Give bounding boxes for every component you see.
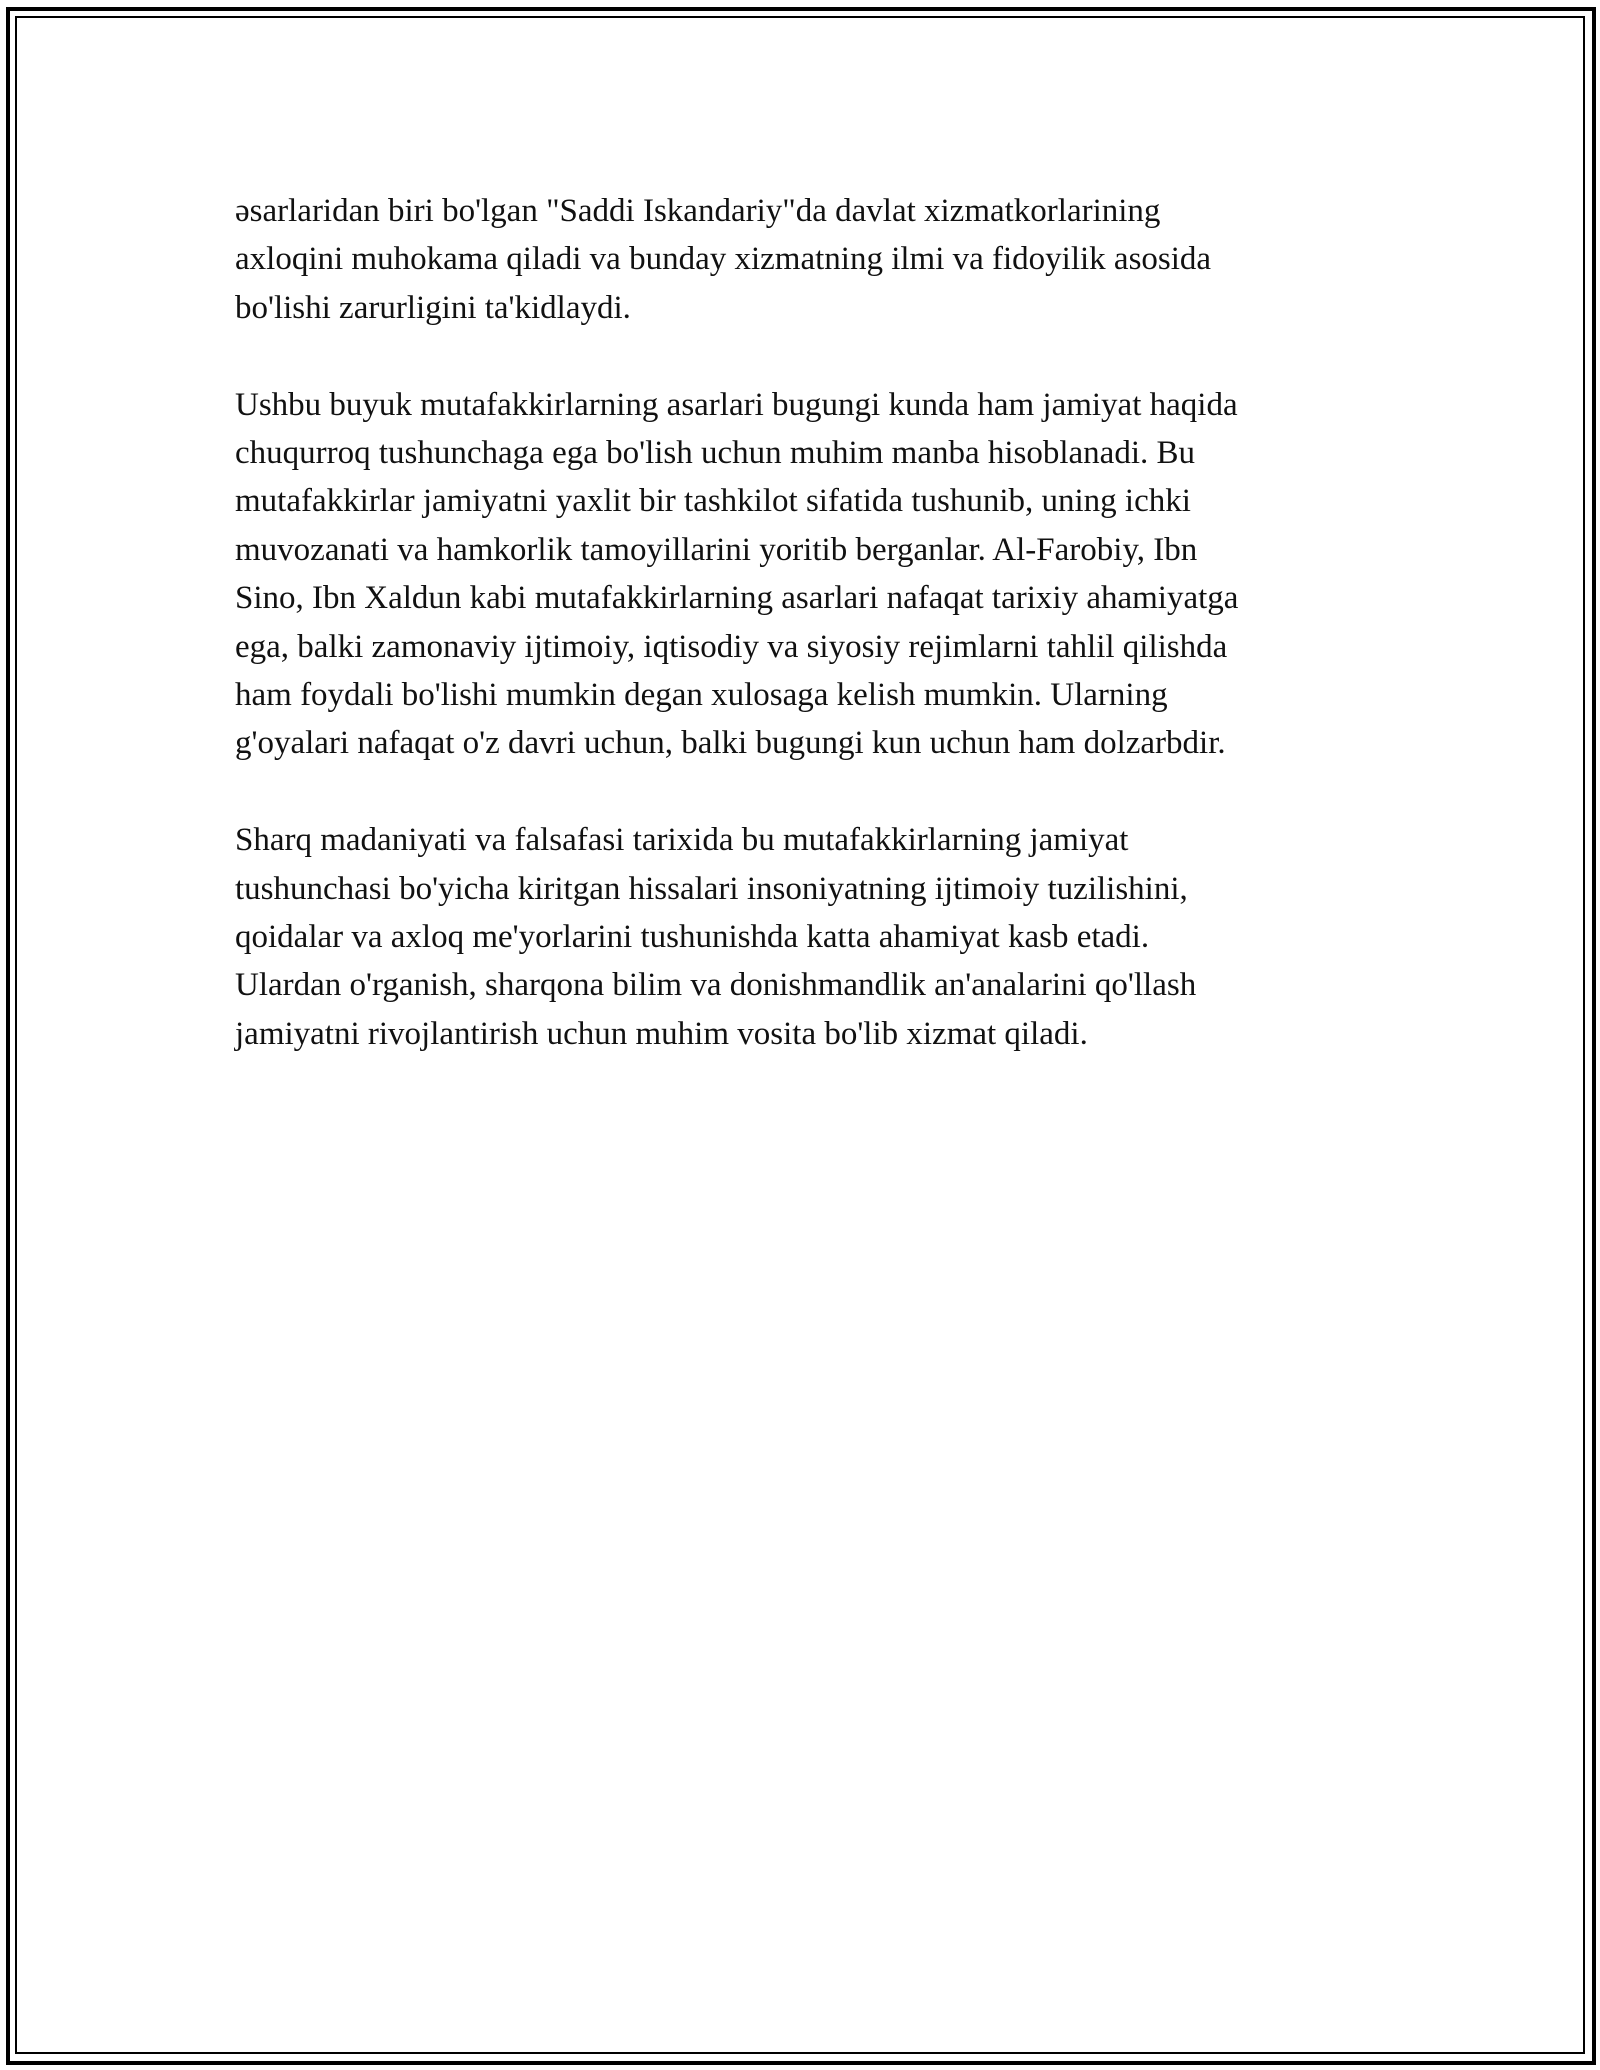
paragraph-3 <box>235 816 1365 1058</box>
document-body <box>235 187 1365 1107</box>
paragraph-line: Sino, Ibn Xaldun kabi mutafakkirlarning asarlari nafaqat tarixiy ahamiyatga <box>235 580 1239 617</box>
paragraph-2 <box>235 381 1365 768</box>
paragraph-line: g'oyalari nafaqat o'z davri uchun, balki bugungi kun uchun ham dolzarbdir. <box>235 725 1226 762</box>
paragraph-line: mutafakkirlar jamiyatni yaxlit bir tashkilot sifatida tushunib, uning ichki <box>235 483 1191 520</box>
paragraph-line: muvozanati va hamkorlik tamoyillarini yoritib berganlar. Al-Farobiy, Ibn <box>235 531 1198 568</box>
paragraph-line: Ushbu buyuk mutafakkirlarning asarlari bugungi kunda ham jamiyat haqida <box>235 386 1238 423</box>
paragraph-line: Sharq madaniyati va falsafasi tarixida bu mutafakkirlarning jamiyat <box>235 822 1129 859</box>
paragraph-line: Ulardan o'rganish, sharqona bilim va donishmandlik an'analarini qo'llash <box>235 967 1197 1004</box>
paragraph-1 <box>235 187 1365 332</box>
paragraph-line: qoidalar va axloq me'yorlarini tushunishda katta ahamiyat kasb etadi. <box>235 919 1150 956</box>
paragraph-line: axloqini muhokama qiladi va bunday xizmatning ilmi va fidoyilik asosida <box>235 241 1212 278</box>
paragraph-line: ega, balki zamonaviy ijtimoiy, iqtisodiy va siyosiy rejimlarni tahlil qilishda <box>235 628 1228 665</box>
paragraph-line: chuqurroq tushunchaga ega bo'lish uchun muhim manba hisoblanadi. Bu <box>235 435 1196 472</box>
paragraph-line: ham foydali bo'lishi mumkin degan xulosaga kelish mumkin. Ularning <box>235 677 1168 714</box>
paragraph-line: tushunchasi bo'yicha kiritgan hissalari insoniyatning ijtimoiy tuzilishini, <box>235 870 1188 907</box>
paragraph-line: əsarlaridan biri bo'lgan "Saddi Iskandariy"da davlat xizmatkorlarining <box>235 193 1161 229</box>
paragraph-line: jamiyatni rivojlantirish uchun muhim vosita bo'lib xizmat qiladi. <box>235 1015 1088 1052</box>
paragraph-line: bo'lishi zarurligini ta'kidlaydi. <box>235 289 631 326</box>
